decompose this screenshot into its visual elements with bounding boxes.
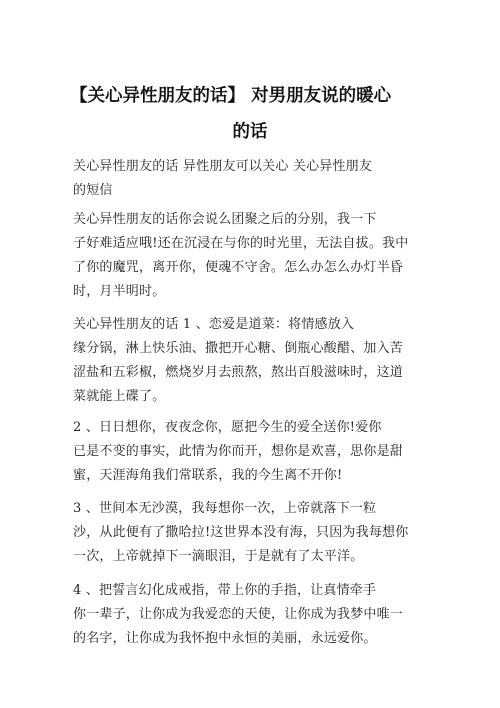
text-line: 关心异性朋友的话 1 、恋爱是道菜：将情感放入 xyxy=(73,317,355,332)
text-line: 4 、把誓言幻化成戒指，带上你的手指，让真情牵手 xyxy=(73,583,377,598)
document-title xyxy=(70,78,430,150)
text-line: 缘分锅，淋上快乐油、撒把开心糖、倒瓶心酸醋、加入苦 xyxy=(73,341,404,356)
title-line-1: 【关心异性朋友的话】 对男朋友说的暖心 xyxy=(70,86,392,106)
text-line: 时，月半明时。 xyxy=(73,284,166,299)
text-line: 你一辈子，让你成为我爱恋的天使，让你成为我梦中唯一 xyxy=(73,607,404,622)
paragraph-item-4 xyxy=(73,579,433,651)
text-line: 关心异性朋友的话你会说么团聚之后的分别，我一下 xyxy=(73,212,377,227)
text-line: 涩盐和五彩椒，燃烧岁月去煎熬，熬出百般滋味时，这道 xyxy=(73,365,404,380)
paragraph-intro xyxy=(73,155,433,203)
title-line-2: 的话 xyxy=(232,122,268,142)
paragraph-item-2 xyxy=(73,416,433,488)
text-line: 沙，从此便有了撒哈拉!这世界本没有海，只因为我每想你 xyxy=(73,525,409,540)
text-line: 已是不变的事实，此情为你而开，想你是欢喜，思你是甜 xyxy=(73,444,404,459)
text-line: 3 、世间本无沙漠，我每想你一次，上帝就落下一粒 xyxy=(73,501,377,516)
text-line: 了你的魔咒，离开你，便魂不守舍。怎么办怎么办灯半昏 xyxy=(73,260,404,275)
paragraph-item-1 xyxy=(73,313,433,409)
text-line: 菜就能上碟了。 xyxy=(73,389,166,404)
text-line: 关心异性朋友的话 异性朋友可以关心 关心异性朋友 xyxy=(73,159,373,174)
text-line: 2 、日日想你，夜夜念你，愿把今生的爱全送你!爱你 xyxy=(73,420,382,435)
paragraph-item-3 xyxy=(73,497,433,569)
text-line: 的名字，让你成为我怀抱中永恒的美丽，永远爱你。 xyxy=(73,631,377,646)
text-line: 子好难适应哦!还在沉浸在与你的时光里，无法自拔。我中 xyxy=(73,236,409,251)
text-line: 的短信 xyxy=(73,183,113,198)
paragraph-body xyxy=(73,208,433,304)
text-line: 蜜，天涯海角我们常联系，我的今生离不开你! xyxy=(73,468,343,483)
text-line: 一次，上帝就掉下一滴眼泪，于是就有了太平洋。 xyxy=(73,549,364,564)
